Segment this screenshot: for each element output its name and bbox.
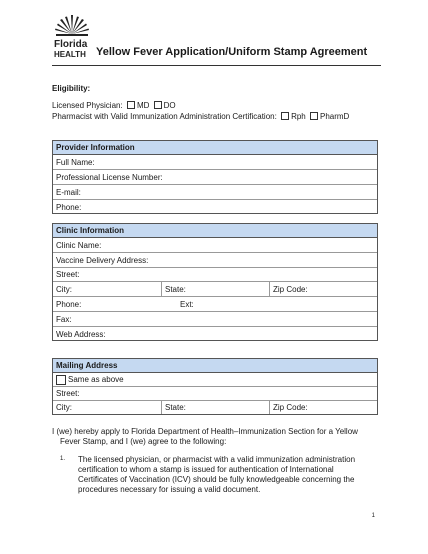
- same-as-above-checkbox[interactable]: [56, 375, 66, 385]
- eligibility-heading: Eligibility:: [52, 84, 91, 93]
- rph-checkbox[interactable]: [281, 112, 289, 120]
- full-name-label: Full Name:: [56, 157, 95, 167]
- mailing-state-field[interactable]: State:: [161, 401, 269, 414]
- clinic-name-field[interactable]: [53, 238, 377, 253]
- clinic-street-field[interactable]: [53, 268, 377, 282]
- physician-label: Licensed Physician:: [52, 101, 123, 110]
- mailing-city-field[interactable]: City:: [56, 403, 72, 412]
- same-as-above-label: Same as above: [68, 375, 124, 384]
- item-1-line-2: certification to whom a stamp is issued for authentication of International: [78, 465, 334, 474]
- email-field[interactable]: [53, 185, 377, 200]
- pharmacist-line: [52, 112, 349, 121]
- do-label: DO: [163, 101, 176, 110]
- item-1-line-4: procedures necessary for issuing a valid document.: [78, 485, 261, 494]
- intro-line-2: Fever Stamp, and I (we) agree to the following:: [60, 437, 227, 446]
- phone-label: Phone:: [56, 202, 82, 212]
- web-label: Web Address:: [56, 329, 106, 339]
- intro-line-1: I (we) hereby apply to Florida Department of Health–Immunization Section for a Yellow: [52, 427, 358, 436]
- pharmd-label: PharmD: [319, 112, 350, 121]
- do-checkbox[interactable]: [154, 101, 162, 109]
- license-label: Professional License Number:: [56, 172, 163, 182]
- clinic-fax-field[interactable]: [53, 312, 377, 327]
- mailing-street-field[interactable]: [53, 387, 377, 401]
- mailing-heading: Mailing Address: [53, 359, 377, 373]
- clinic-city-row: [53, 282, 377, 297]
- clinic-name-label: Clinic Name:: [56, 240, 102, 250]
- md-label: MD: [136, 101, 150, 110]
- fax-label: Fax:: [56, 314, 72, 324]
- pharmacist-label: Pharmacist with Valid Immunization Administration Certification:: [52, 112, 277, 121]
- rph-label: Rph: [291, 112, 306, 121]
- item-1-number: 1.: [60, 456, 66, 462]
- pharmd-checkbox[interactable]: [310, 112, 318, 120]
- clinic-state-field[interactable]: State:: [161, 282, 269, 296]
- provider-info-section: [52, 140, 378, 214]
- clinic-zip-field[interactable]: Zip Code:: [269, 282, 377, 296]
- item-1-line-3: Certificates of Vaccination (ICV) should be fully knowledgeable concerning the: [78, 475, 355, 484]
- page-title: Yellow Fever Application/Uniform Stamp Agreement: [96, 46, 368, 58]
- physician-line: [52, 101, 176, 110]
- page-number: 1: [371, 513, 375, 519]
- phone-field[interactable]: [53, 200, 377, 214]
- mailing-street-label: Street:: [56, 389, 80, 398]
- clinic-info-section: [52, 223, 378, 341]
- header-rule: [52, 65, 381, 66]
- same-as-above-option: [53, 373, 124, 386]
- clinic-phone-row[interactable]: [53, 297, 377, 312]
- svg-text:HEALTH: HEALTH: [54, 50, 86, 59]
- clinic-street-label: Street:: [56, 270, 80, 279]
- provider-heading: Provider Information: [53, 141, 377, 155]
- web-address-field[interactable]: [53, 327, 377, 341]
- florida-health-logo: [52, 14, 92, 60]
- mailing-address-section: [52, 358, 378, 415]
- clinic-heading: Clinic Information: [53, 224, 377, 238]
- md-checkbox[interactable]: [127, 101, 135, 109]
- clinic-ext-label: Ext:: [180, 299, 194, 309]
- clinic-city-field[interactable]: City:: [56, 284, 72, 294]
- item-1-line-1: The licensed physician, or pharmacist with a valid immunization administration: [78, 455, 356, 464]
- delivery-address-field[interactable]: [53, 253, 377, 268]
- delivery-label: Vaccine Delivery Address:: [56, 255, 149, 265]
- email-label: E-mail:: [56, 187, 81, 197]
- mailing-city-row: [53, 401, 377, 414]
- same-as-above-row: [53, 373, 377, 387]
- mailing-zip-field[interactable]: Zip Code:: [269, 401, 377, 414]
- full-name-field[interactable]: [53, 155, 377, 170]
- clinic-phone-label: Phone:: [56, 299, 82, 309]
- svg-text:Florida: Florida: [54, 39, 88, 50]
- license-field[interactable]: [53, 170, 377, 185]
